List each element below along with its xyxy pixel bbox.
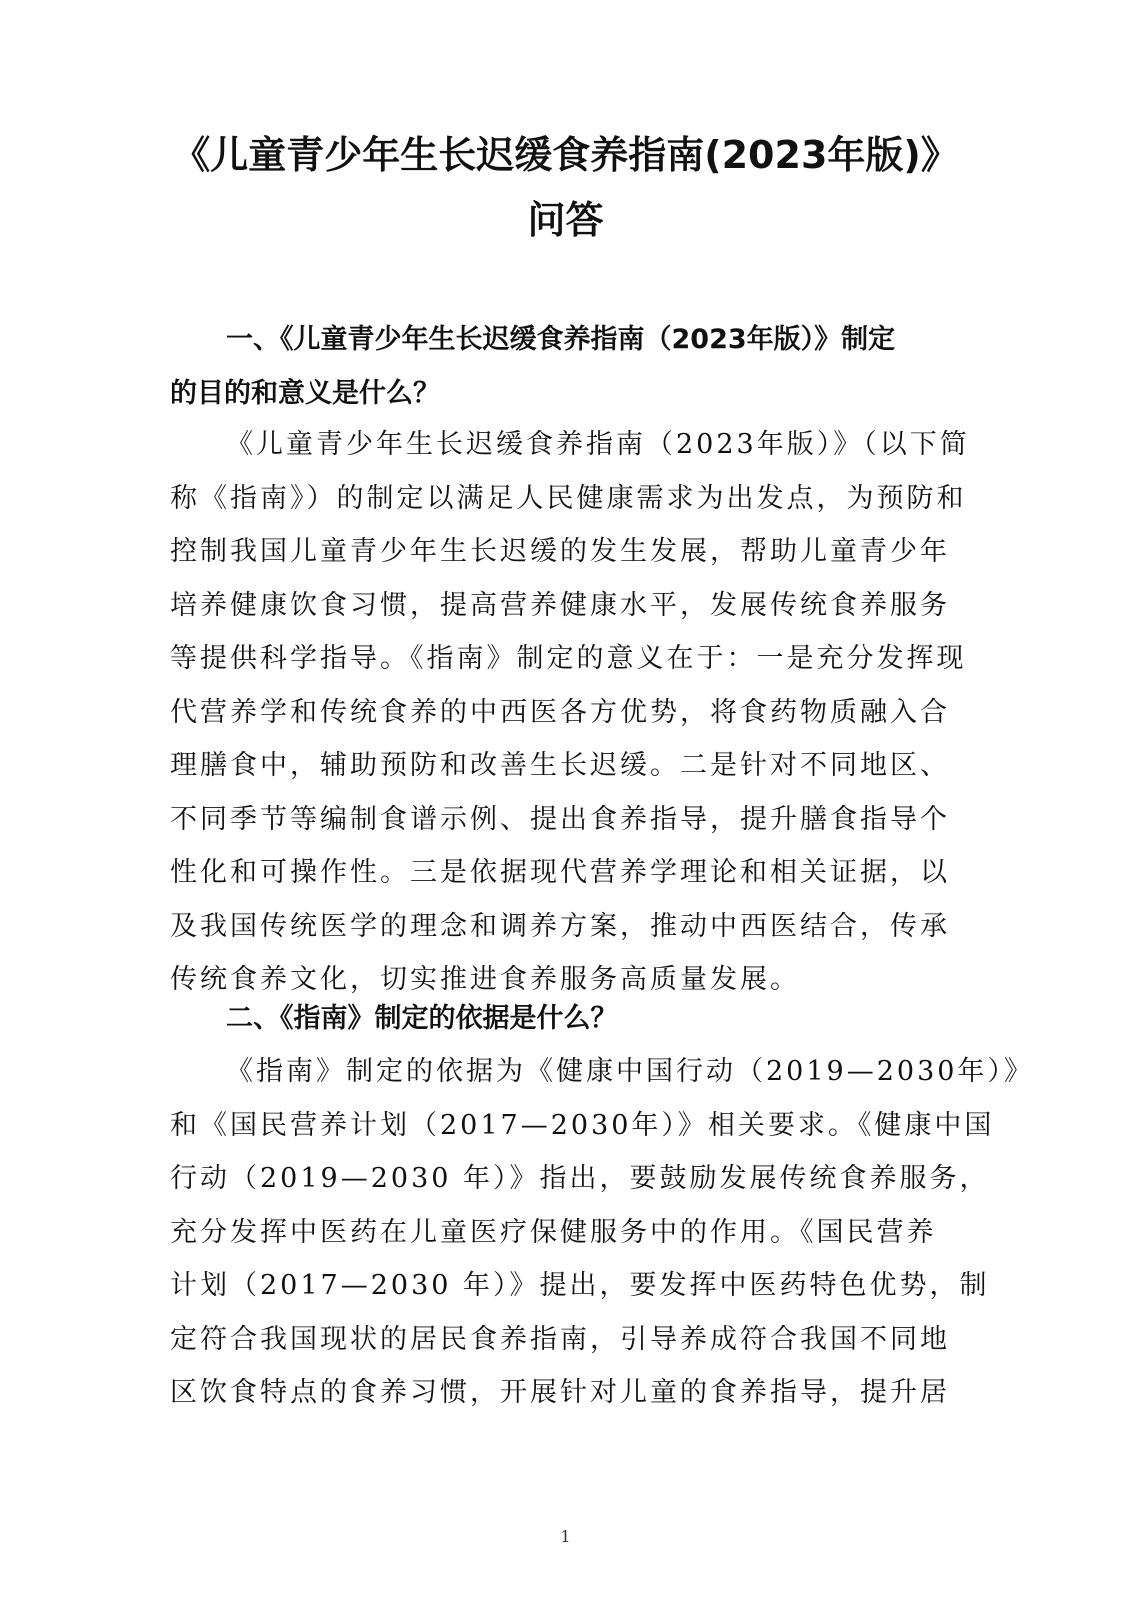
body-line: 性化和可操作性。三是依据现代营养学理论和相关证据，以 (170, 857, 950, 888)
body-line: 不同季节等编制食谱示例、提出食养指导，提升膳食指导个 (170, 803, 950, 835)
section-2-body (170, 1045, 1034, 1420)
section-1-body (170, 418, 970, 1007)
body-line: 等提供科学指导。《指南》制定的意义在于：一是充分发挥现 (170, 643, 967, 674)
body-line: 行动（2019—2030 年）》指出，要鼓励发展传统食养服务， (170, 1163, 990, 1194)
body-line: 和《国民营养计划（2017—2030年）》相关要求。《健康中国 (170, 1109, 995, 1141)
document-title-line-2: 问答 (527, 198, 604, 242)
body-line: 培养健康饮食习惯，提高营养健康水平，发展传统食养服务 (170, 589, 950, 621)
body-line: 区饮食特点的食养习惯，开展针对儿童的食养指导，提升居 (170, 1377, 950, 1408)
section-1-heading-line-2: 的目的和意义是什么？ (170, 378, 440, 409)
body-line: 《指南》制定的依据为《健康中国行动（2019—2030年）》 (226, 1056, 1034, 1087)
body-line: 及我国传统医学的理念和调养方案，推动中西医结合，传承 (170, 910, 950, 942)
document-title-line-1: 《儿童青少年生长迟缓食养指南(2023年版)》 (172, 133, 959, 177)
section-2-heading-line: 二、《指南》制定的依据是什么？ (226, 1003, 618, 1034)
body-line: 代营养学和传统食养的中西医各方优势，将食药物质融入合 (170, 696, 950, 728)
section-1-heading (170, 313, 960, 421)
body-line: 控制我国儿童青少年生长迟缓的发生发展，帮助儿童青少年 (170, 536, 950, 567)
section-2-heading (170, 992, 960, 1046)
body-line: 计划（2017—2030 年）》提出，要发挥中医药特色优势，制 (170, 1270, 990, 1301)
body-line: 《儿童青少年生长迟缓食养指南（2023年版）》（以下简 (226, 429, 970, 460)
body-line: 定符合我国现状的居民食养指南，引导养成符合我国不同地 (170, 1323, 950, 1355)
body-line: 称《指南》）的制定以满足人民健康需求为出发点，为预防和 (170, 482, 967, 514)
body-line: 传统食养文化，切实推进食养服务高质量发展。 (170, 964, 800, 995)
section-1-heading-line-1: 一、《儿童青少年生长迟缓食养指南（2023年版）》制定 (226, 324, 896, 355)
body-line: 充分发挥中医药在儿童医疗保健服务中的作用。《国民营养 (170, 1216, 937, 1248)
page-number: 1 (560, 1527, 571, 1546)
body-line: 理膳食中，辅助预防和改善生长迟缓。二是针对不同地区、 (170, 750, 950, 781)
